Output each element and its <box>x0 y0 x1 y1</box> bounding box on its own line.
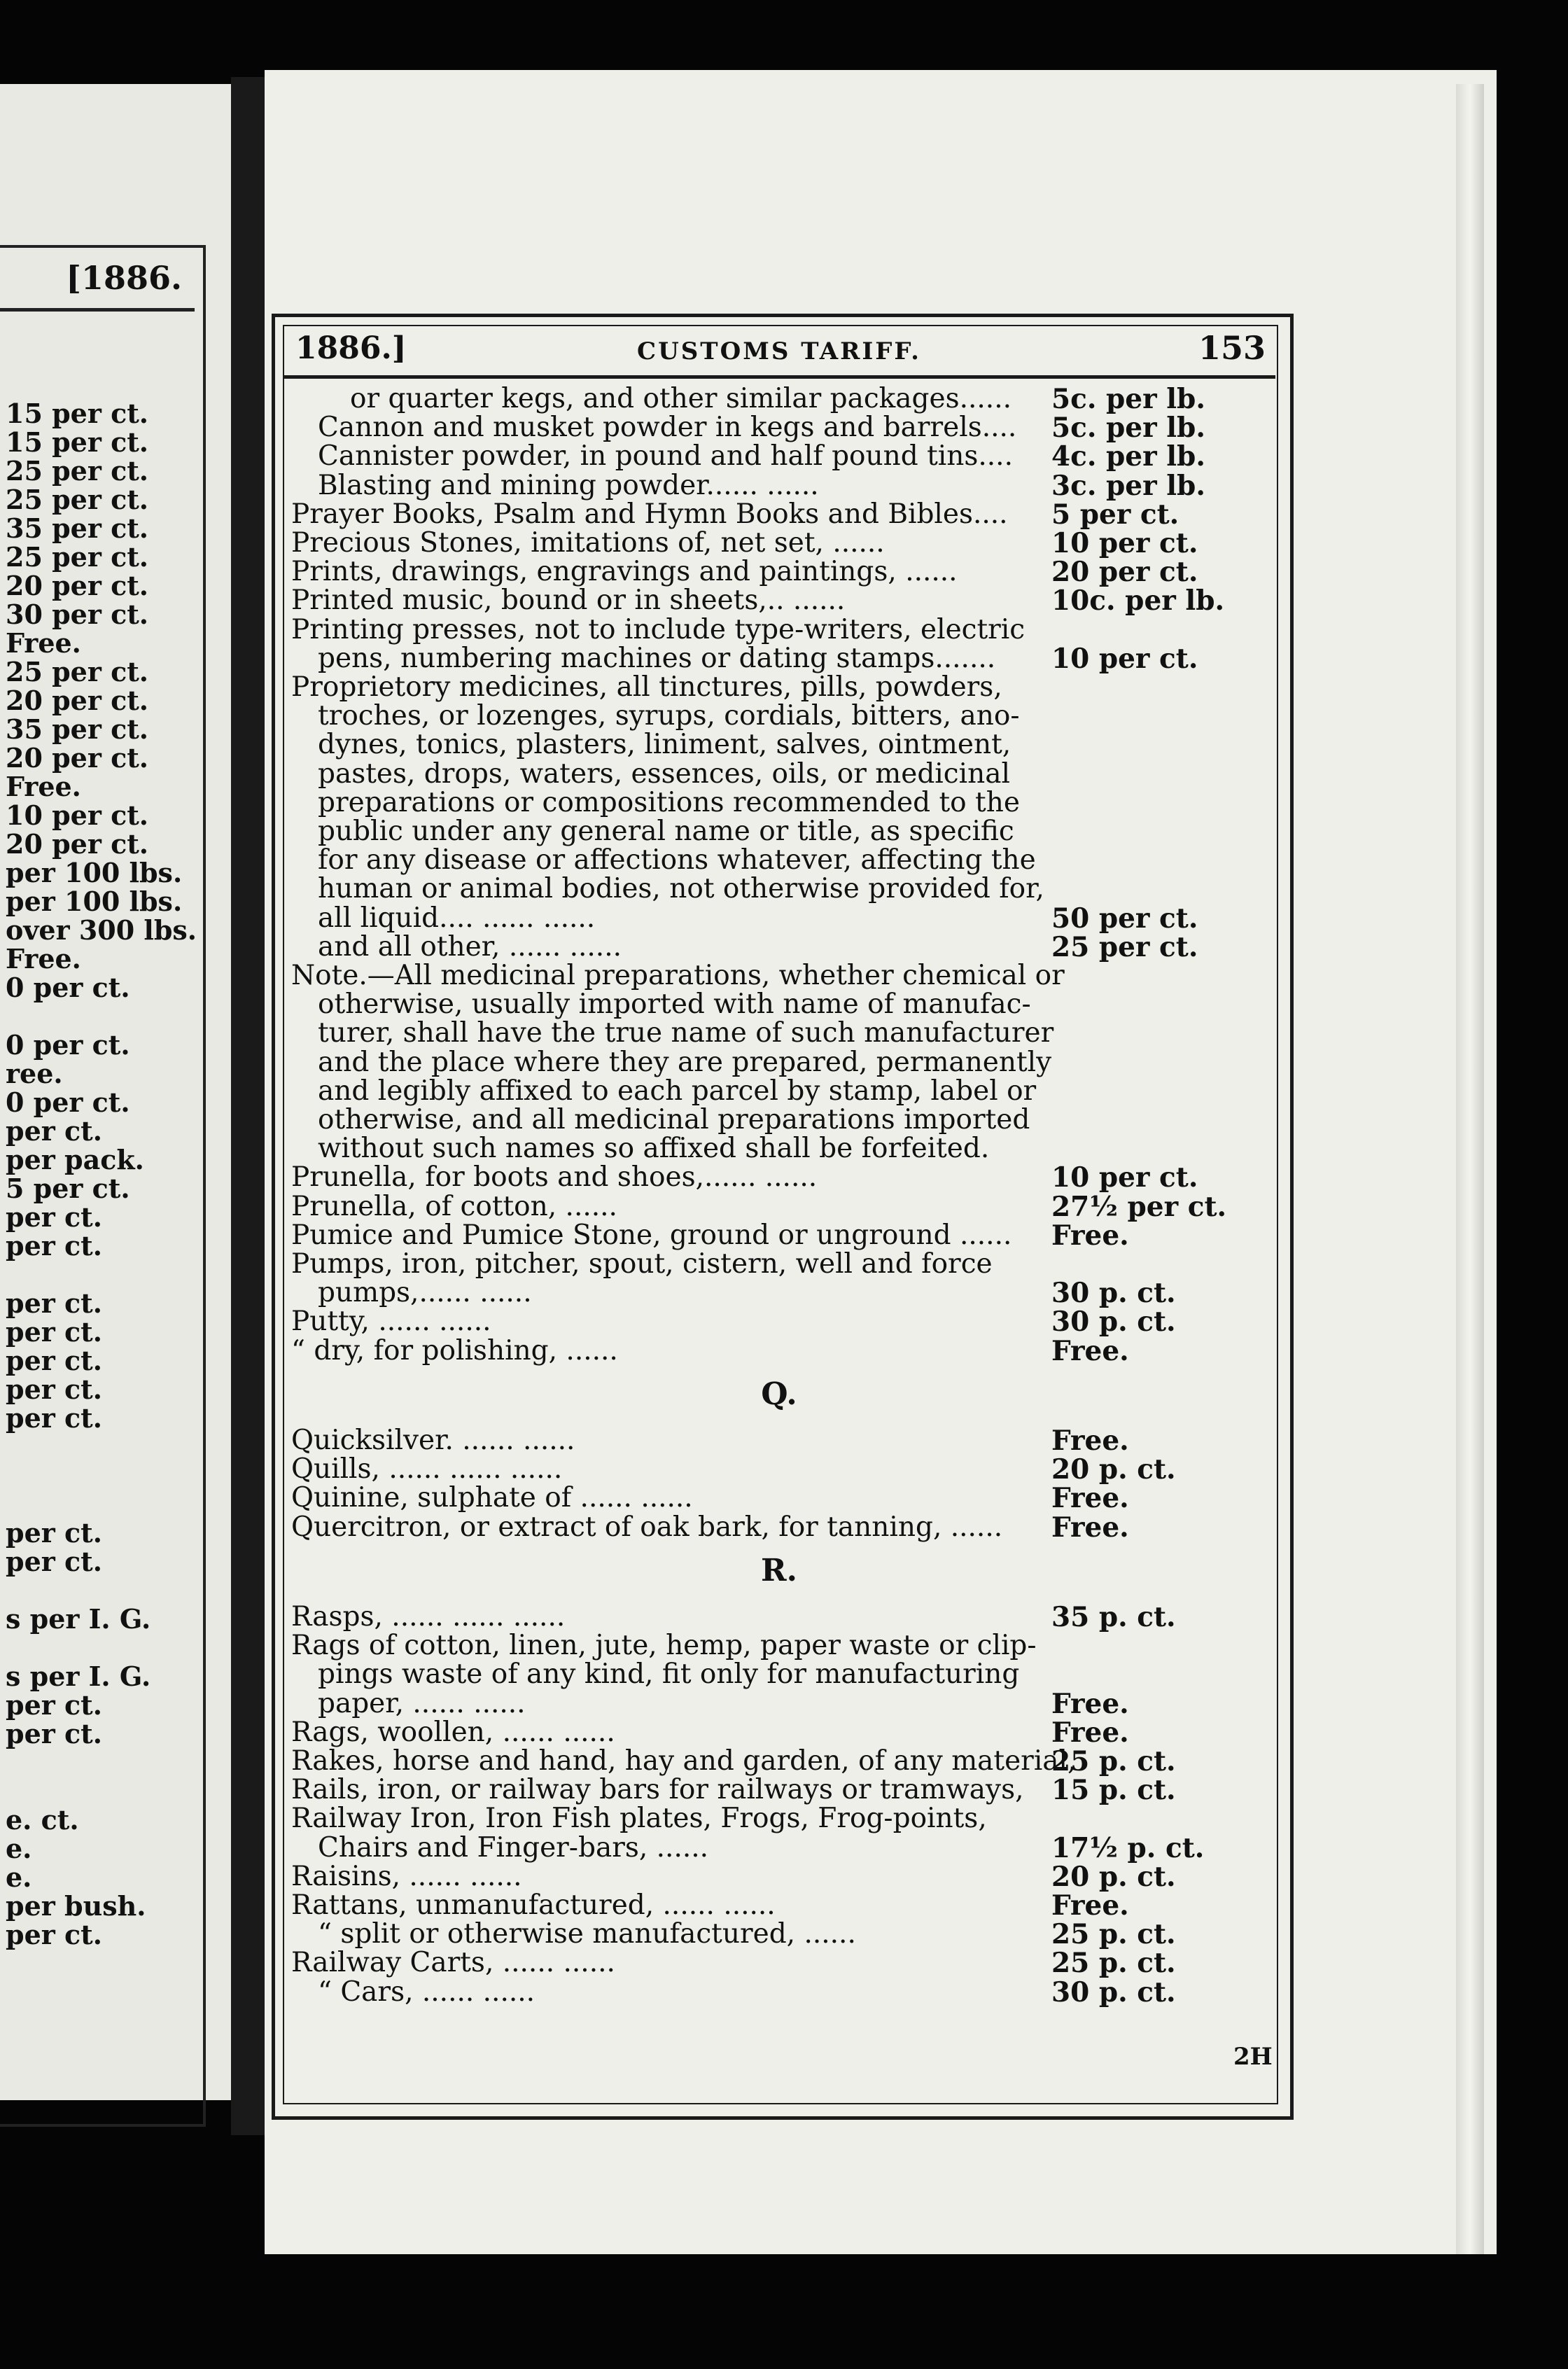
tariff-rate: 10 per ct. <box>1051 1161 1198 1194</box>
left-rate-item: e. <box>6 1861 32 1893</box>
tariff-line <box>283 1775 1275 1805</box>
left-rate-item: per ct. <box>6 1201 102 1233</box>
tariff-rate: Free. <box>1051 1425 1129 1457</box>
section-letter: R. <box>761 1552 797 1588</box>
tariff-rate: 25 p. ct. <box>1051 1745 1176 1777</box>
left-rate-item: per ct. <box>6 1402 102 1434</box>
tariff-rate: Free. <box>1051 1219 1129 1252</box>
tariff-rate: Free. <box>1051 1334 1129 1367</box>
tariff-line <box>283 932 1275 963</box>
tariff-item-text: Rails, iron, or railway bars for railways or tramways, <box>291 1774 1024 1806</box>
tariff-rate: 15 p. ct. <box>1051 1774 1176 1807</box>
tariff-item-text: Prints, drawings, engravings and paintings, ...... <box>291 556 958 588</box>
tariff-line <box>283 874 1275 904</box>
left-rate-item: 25 per ct. <box>6 484 149 515</box>
tariff-item-text: Quills, ...... ...... ...... <box>291 1453 563 1486</box>
tariff-line <box>283 903 1275 934</box>
tariff-rate: 25 p. ct. <box>1051 1918 1176 1951</box>
tariff-item-text: otherwise, and all medicinal preparations imported <box>318 1104 1030 1135</box>
tariff-rate: 17½ p. ct. <box>1051 1831 1205 1864</box>
left-rate-item: per 100 lbs. <box>6 857 183 888</box>
tariff-item-text: all liquid.... ...... ...... <box>318 902 596 934</box>
tariff-item-text: Rags, woollen, ...... ...... <box>291 1716 615 1748</box>
tariff-line <box>283 615 1275 645</box>
tariff-rate: 30 p. ct. <box>1051 1306 1176 1339</box>
tariff-line <box>283 1220 1275 1251</box>
left-rate-item: per 100 lbs. <box>6 886 183 917</box>
tariff-line <box>283 643 1275 674</box>
tariff-item-text: Quinine, sulphate of ...... ...... <box>291 1482 693 1514</box>
tariff-item-text: preparations or compositions recommended to the <box>318 786 1020 818</box>
tariff-item-text: Pumice and Pumice Stone, ground or unground ...... <box>291 1219 1012 1251</box>
tariff-rate: 3c. per lb. <box>1051 469 1205 502</box>
tariff-entries <box>283 384 1275 2050</box>
tariff-line <box>283 1047 1275 1078</box>
tariff-line <box>283 1746 1275 1777</box>
tariff-rate: Free. <box>1051 1687 1129 1720</box>
left-rate-item: per ct. <box>6 1374 102 1405</box>
tariff-rate: 25 p. ct. <box>1051 1947 1176 1980</box>
tariff-line <box>283 1803 1275 1834</box>
left-rate-item: per ct. <box>6 1517 102 1549</box>
tariff-item-text: otherwise, usually imported with name of manufac- <box>318 988 1031 1021</box>
tariff-rate: 5c. per lb. <box>1051 383 1205 415</box>
tariff-line <box>283 759 1275 790</box>
tariff-line <box>283 1977 1275 2008</box>
left-rate-item: ree. <box>6 1058 63 1089</box>
left-page-header <box>0 252 195 312</box>
tariff-item-text: “ split or otherwise manufactured, ...... <box>318 1918 856 1950</box>
tariff-line <box>283 1133 1275 1164</box>
tariff-item-text: Pumps, iron, pitcher, spout, cistern, well and force <box>291 1248 993 1280</box>
tariff-line <box>283 1306 1275 1337</box>
tariff-line <box>283 788 1275 818</box>
left-rate-item: s per I. G. <box>6 1603 151 1635</box>
tariff-line <box>283 1659 1275 1690</box>
left-rate-item: per ct. <box>6 1919 102 1950</box>
tariff-rate: 25 per ct. <box>1051 930 1198 963</box>
tariff-rate: Free. <box>1051 1511 1129 1544</box>
tariff-item-text: pastes, drops, waters, essences, oils, or medicinal <box>318 757 1010 790</box>
tariff-line <box>283 499 1275 530</box>
tariff-rate: Free. <box>1051 1889 1129 1922</box>
tariff-line <box>283 1105 1275 1135</box>
left-rate-item: 30 per ct. <box>6 599 149 630</box>
left-rate-item: 25 per ct. <box>6 656 149 687</box>
tariff-line <box>283 989 1275 1020</box>
tariff-line <box>283 1689 1275 1719</box>
tariff-item-text: Precious Stones, imitations of, net set, ...... <box>291 527 885 559</box>
tariff-rate: 35 p. ct. <box>1051 1601 1176 1633</box>
left-rate-item: 20 per ct. <box>6 570 149 601</box>
book-gutter <box>231 77 266 2135</box>
left-rate-item: 20 per ct. <box>6 828 149 860</box>
tariff-rate: 30 p. ct. <box>1051 1976 1176 2008</box>
header-title: CUSTOMS TARIFF. <box>637 337 921 365</box>
tariff-line <box>283 412 1275 443</box>
left-rate-item: e. ct. <box>6 1804 79 1836</box>
left-rate-item: per ct. <box>6 1546 102 1577</box>
left-rate-item: 20 per ct. <box>6 742 149 774</box>
tariff-line <box>283 557 1275 587</box>
left-page-year: [1886. <box>66 259 182 297</box>
tariff-item-text: public under any general name or title, as specific <box>318 816 1014 847</box>
left-rate-item: 0 per ct. <box>6 972 130 1003</box>
tariff-rate: Free. <box>1051 1482 1129 1515</box>
left-rate-item: per pack. <box>6 1144 144 1175</box>
tariff-item-text: Rags of cotton, linen, jute, hemp, paper waste or clip- <box>291 1630 1037 1662</box>
left-rate-item: 25 per ct. <box>6 541 149 573</box>
tariff-line <box>283 384 1275 414</box>
left-rate-item: per ct. <box>6 1115 102 1147</box>
tariff-item-text: for any disease or affections whatever, affecting the <box>318 844 1036 876</box>
tariff-line <box>283 1948 1275 1978</box>
tariff-item-text: pumps,...... ...... <box>318 1277 532 1309</box>
left-rate-item: 10 per ct. <box>6 799 149 831</box>
tariff-item-text: “ Cars, ...... ...... <box>318 1976 536 2008</box>
tariff-item-text: Putty, ...... ...... <box>291 1306 491 1338</box>
left-rate-item: per ct. <box>6 1230 102 1262</box>
left-rate-item: Free. <box>6 627 81 659</box>
tariff-line <box>283 470 1275 501</box>
signature-mark: 2H <box>1233 2043 1273 2071</box>
tariff-line <box>283 1018 1275 1049</box>
tariff-rate: Free. <box>1051 1716 1129 1749</box>
tariff-line <box>283 585 1275 616</box>
page-number: 153 <box>1198 329 1266 367</box>
left-rate-item: per bush. <box>6 1890 146 1922</box>
tariff-line <box>283 1483 1275 1514</box>
tariff-line <box>283 1717 1275 1748</box>
tariff-line <box>283 1602 1275 1633</box>
running-head <box>283 325 1275 379</box>
tariff-item-text: and all other, ...... ...... <box>318 930 622 963</box>
header-year: 1886.] <box>295 330 407 366</box>
tariff-item-text: Prunella, for boots and shoes,...... ...... <box>291 1161 818 1194</box>
tariff-item-text: Rakes, horse and hand, hay and garden, of any material, <box>291 1745 1077 1777</box>
tariff-item-text: Chairs and Finger-bars, ...... <box>318 1831 709 1864</box>
tariff-line <box>283 1336 1275 1367</box>
tariff-item-text: Printed music, bound or in sheets,.. ...... <box>291 585 846 617</box>
tariff-rate: 27½ per ct. <box>1051 1190 1227 1223</box>
left-rate-item: 20 per ct. <box>6 685 149 716</box>
left-rate-item: Free. <box>6 771 81 802</box>
tariff-line <box>283 441 1275 472</box>
tariff-rate: 20 p. ct. <box>1051 1453 1176 1486</box>
tariff-line <box>283 1630 1275 1661</box>
tariff-rate: 20 p. ct. <box>1051 1860 1176 1893</box>
tariff-line <box>283 1076 1275 1107</box>
tariff-line <box>283 816 1275 847</box>
tariff-rate: 5 per ct. <box>1051 498 1180 531</box>
left-rate-item: 25 per ct. <box>6 455 149 487</box>
left-rate-item: s per I. G. <box>6 1661 151 1692</box>
tariff-rate: 5c. per lb. <box>1051 412 1205 445</box>
left-rate-item: per ct. <box>6 1316 102 1348</box>
tariff-item-text: Raisins, ...... ...... <box>291 1860 522 1892</box>
left-rate-item: 15 per ct. <box>6 426 149 458</box>
tariff-line <box>283 1425 1275 1456</box>
left-rate-item: per ct. <box>6 1345 102 1376</box>
tariff-line <box>283 1162 1275 1193</box>
tariff-item-text: human or animal bodies, not otherwise provided for, <box>318 873 1044 905</box>
tariff-item-text: dynes, tonics, plasters, liniment, salves, ointment, <box>318 729 1011 761</box>
left-rate-item: 35 per ct. <box>6 512 149 544</box>
left-rate-item: 0 per ct. <box>6 1086 130 1118</box>
tariff-item-text: turer, shall have the true name of such manufacturer <box>318 1017 1054 1049</box>
tariff-item-text: Cannon and musket powder in kegs and barrels.... <box>318 412 1017 444</box>
tariff-item-text: Cannister powder, in pound and half pound tins.... <box>318 440 1013 473</box>
tariff-line <box>283 528 1275 559</box>
section-letter: Q. <box>761 1376 797 1412</box>
left-rate-item: 5 per ct. <box>6 1173 130 1204</box>
left-rate-item: per ct. <box>6 1287 102 1319</box>
tariff-rate: 20 per ct. <box>1051 556 1198 589</box>
tariff-line <box>283 1890 1275 1921</box>
tariff-line <box>283 1512 1275 1543</box>
tariff-rate: 4c. per lb. <box>1051 440 1205 473</box>
page-edge <box>1456 84 1484 2254</box>
tariff-item-text: or quarter kegs, and other similar packages...... <box>350 383 1011 414</box>
tariff-line <box>283 1919 1275 1950</box>
tariff-item-text: pens, numbering machines or dating stamps....... <box>318 642 996 674</box>
tariff-item-text: Railway Carts, ...... ...... <box>291 1947 615 1979</box>
tariff-line <box>283 1192 1275 1222</box>
tariff-item-text: Prayer Books, Psalm and Hymn Books and Bibles.... <box>291 498 1008 530</box>
tariff-line <box>283 960 1275 991</box>
tariff-line <box>283 1833 1275 1864</box>
tariff-rate: 50 per ct. <box>1051 902 1198 935</box>
tariff-item-text: troches, or lozenges, syrups, cordials, bitters, ano- <box>318 700 1020 732</box>
left-rate-item: over 300 lbs. <box>6 914 197 946</box>
tariff-line <box>283 672 1275 703</box>
tariff-item-text: Rasps, ...... ...... ...... <box>291 1601 566 1633</box>
tariff-rate: 10c. per lb. <box>1051 585 1225 617</box>
tariff-item-text: Note.—All medicinal preparations, whether chemical or <box>291 960 1065 991</box>
tariff-line <box>283 1861 1275 1892</box>
tariff-line <box>283 1249 1275 1280</box>
tariff-item-text: Blasting and mining powder...... ...... <box>318 469 819 501</box>
tariff-rate: 30 p. ct. <box>1051 1277 1176 1310</box>
tariff-item-text: without such names so affixed shall be forfeited. <box>318 1133 990 1165</box>
tariff-item-text: Rattans, unmanufactured, ...... ...... <box>291 1889 776 1921</box>
tariff-line <box>283 1454 1275 1485</box>
tariff-line <box>283 845 1275 876</box>
tariff-line <box>283 729 1275 760</box>
left-rate-item: per ct. <box>6 1689 102 1721</box>
tariff-item-text: Quicksilver. ...... ...... <box>291 1425 575 1456</box>
left-rate-item: 0 per ct. <box>6 1029 130 1061</box>
tariff-item-text: Proprietory medicines, all tinctures, pills, powders, <box>291 671 1002 703</box>
tariff-line <box>283 1278 1275 1308</box>
tariff-item-text: and the place where they are prepared, permanently <box>318 1046 1052 1078</box>
tariff-item-text: and legibly affixed to each parcel by stamp, label or <box>318 1075 1037 1107</box>
left-rate-item: e. <box>6 1833 32 1864</box>
left-rate-item: 35 per ct. <box>6 713 149 745</box>
tariff-rate: 10 per ct. <box>1051 527 1198 559</box>
tariff-item-text: Railway Iron, Iron Fish plates, Frogs, Frog-points, <box>291 1803 987 1835</box>
left-rate-item: per ct. <box>6 1718 102 1749</box>
tariff-item-text: Prunella, of cotton, ...... <box>291 1190 617 1222</box>
tariff-item-text: paper, ...... ...... <box>318 1687 526 1719</box>
tariff-item-text: Quercitron, or extract of oak bark, for tanning, ...... <box>291 1511 1003 1543</box>
left-rate-item: Free. <box>6 943 81 974</box>
left-rate-item: 15 per ct. <box>6 398 149 429</box>
tariff-rate: 10 per ct. <box>1051 642 1198 675</box>
tariff-item-text: pings waste of any kind, fit only for manufacturing <box>318 1658 1020 1691</box>
tariff-item-text: Printing presses, not to include type-writers, electric <box>291 613 1026 645</box>
tariff-item-text: “ dry, for polishing, ...... <box>291 1334 618 1367</box>
tariff-line <box>283 701 1275 732</box>
